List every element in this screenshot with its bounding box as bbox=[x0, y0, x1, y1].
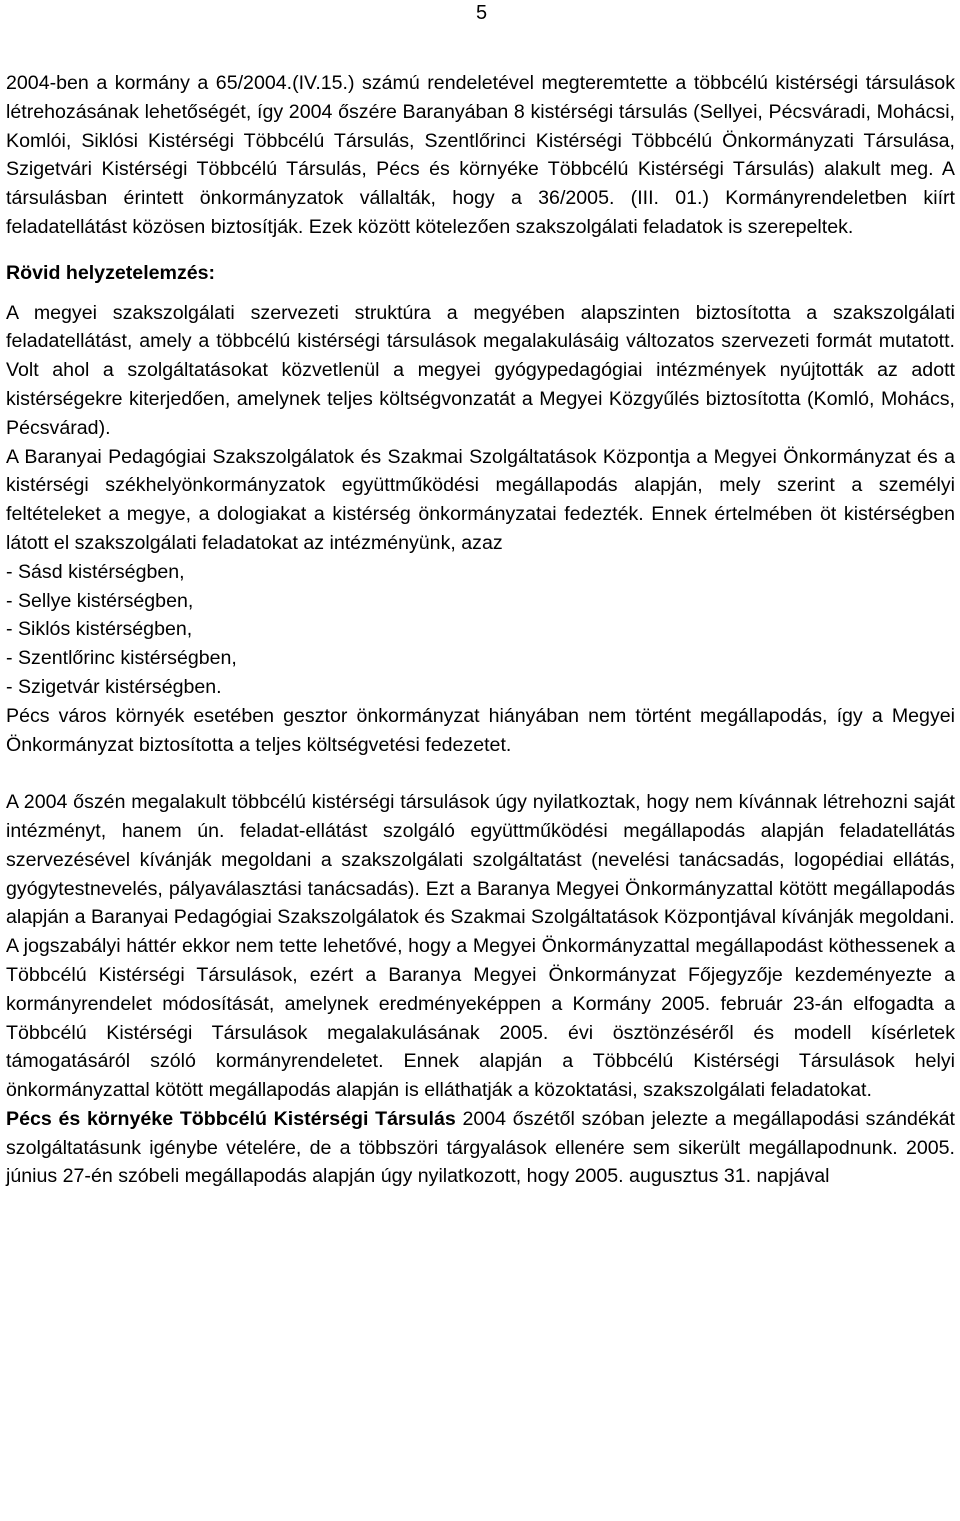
paragraph-pecs-association bbox=[6, 1105, 955, 1191]
paragraph-center: A Baranyai Pedagógiai Szakszolgálatok és Szakmai Szolgáltatások Központja a Megyei Önkormányzat és a kistérségi székhelyönkormányzatok együttműködési megállapodás alapján, mely szerint a személyi feltételeket a megye, a dologiakat a kistérség önkormányzatai fedezték. Ennek értelmében öt kistérségben látott el szakszolgálati feladatokat az intézményünk, azaz bbox=[6, 445, 955, 554]
paragraph-intro: 2004-ben a kormány a 65/2004.(IV.15.) számú rendeletével megteremtette a többcélú kistérségi társulások létrehozásának lehetőségét, így 2004 őszére Baranyában 8 kistérségi társulás (Sellyei, Pécsváradi, Mohácsi, Komlói, Siklósi Kistérségi Többcélú Társulás, Szentlőrinci Kistérségi Többcélú Önkormányzati Társulása, Szigetvári Kistérségi Többcélú Társulás, Pécs és környéke Többcélú Kistérségi Társulás) alakult meg. A társulásban érintett önkormányzatok vállalták, hogy a 36/2005. (III. 01.) Kormányrendeletben kiírt feladatellátást közösen biztosítják. Ezek között kötelezően szakszolgálati feladatok is szerepeltek. bbox=[6, 72, 955, 238]
paragraph-structure: A megyei szakszolgálati szervezeti struktúra a megyében alapszinten biztosította a szakszolgálati feladatellátást, amely a többcélú kistérségi társulások megalakulásáig változatos szervezeti formát mutatott. Volt ahol a szolgáltatásokat közvetlenül a megyei gyógypedagógiai intézmények nyújtották az adott kistérségekre kiterjedően, amelynek teljes költségvonzatát a Megyei Közgyűlés biztosította (Komló, Mohács, Pécsvárad). bbox=[6, 301, 955, 439]
list-item: - Sellye kistérségben, bbox=[6, 589, 194, 612]
association-name: Pécs és környéke Többcélú Kistérségi Társulás bbox=[6, 1107, 456, 1130]
list-item: - Szigetvár kistérségben. bbox=[6, 675, 222, 698]
page-number: 5 bbox=[476, 2, 488, 24]
paragraph-legal-background: A jogszabályi háttér ekkor nem tette lehetővé, hogy a Megyei Önkormányzattal megállapodást köthessenek a Többcélú Kistérségi Társulások, ezért a Baranya Megyei Önkormányzat Főjegyzője kezdeményezte a kormányrendelet módosítását, amelynek eredményeképpen a Kormány 2005. február 23-án elfogadta a Többcélú Kistérségi Társulások megalakulásának 2005. évi ösztönzéséről és modell kísérletek támogatásáról szóló kormányrendeletet. Ennek alapján a Többcélú Kistérségi Társulások helyi önkormányzattal kötött megállapodás alapján is elláthatják a közoktatási, szakszolgálati feladatokat. bbox=[6, 935, 955, 1102]
section-heading: Rövid helyzetelemzés: bbox=[6, 261, 216, 284]
subregion-list bbox=[6, 558, 955, 702]
document-body bbox=[6, 69, 955, 1191]
paragraph-pecs-association-text: 2004 őszétől szóban jelezte a megállapodási szándékát szolgáltatásunk igénybe vételére, de a többszöri tárgyalások ellenére sem sikerült megállapodnunk. 2005. június 27-én szóbeli megállapodás alapján úgy nyilatkozott, hogy 2005. augusztus 31. napjával bbox=[6, 1107, 955, 1188]
list-item: - Szentlőrinc kistérségben, bbox=[6, 647, 237, 670]
list-item: - Siklós kistérségben, bbox=[6, 618, 193, 641]
paragraph-pecs-city: Pécs város környék esetében gesztor önkormányzat hiányában nem történt megállapodás, így a Megyei Önkormányzat biztosította a teljes költségvetési fedezetet. bbox=[6, 704, 955, 756]
list-item: - Sásd kistérségben, bbox=[6, 560, 185, 583]
paragraph-associations: A 2004 őszén megalakult többcélú kistérségi társulások úgy nyilatkoztak, hogy nem kívánnak létrehozni saját intézményt, hanem ún. feladat-ellátást szolgáló együttműködési megállapodás alapján feladatellátás szervezésével kívánják megoldani a szakszolgálati szolgáltatást (nevelési tanácsadás, logopédiai ellátás, gyógytestnevelés, pályaválasztási tanácsadás). Ezt a Baranya Megyei Önkormányzattal kötött megállapodás alapján a Baranyai Pedagógiai Szakszolgálatok és Szakmai Szolgáltatások Központjával kívánják megoldani. bbox=[6, 791, 955, 929]
